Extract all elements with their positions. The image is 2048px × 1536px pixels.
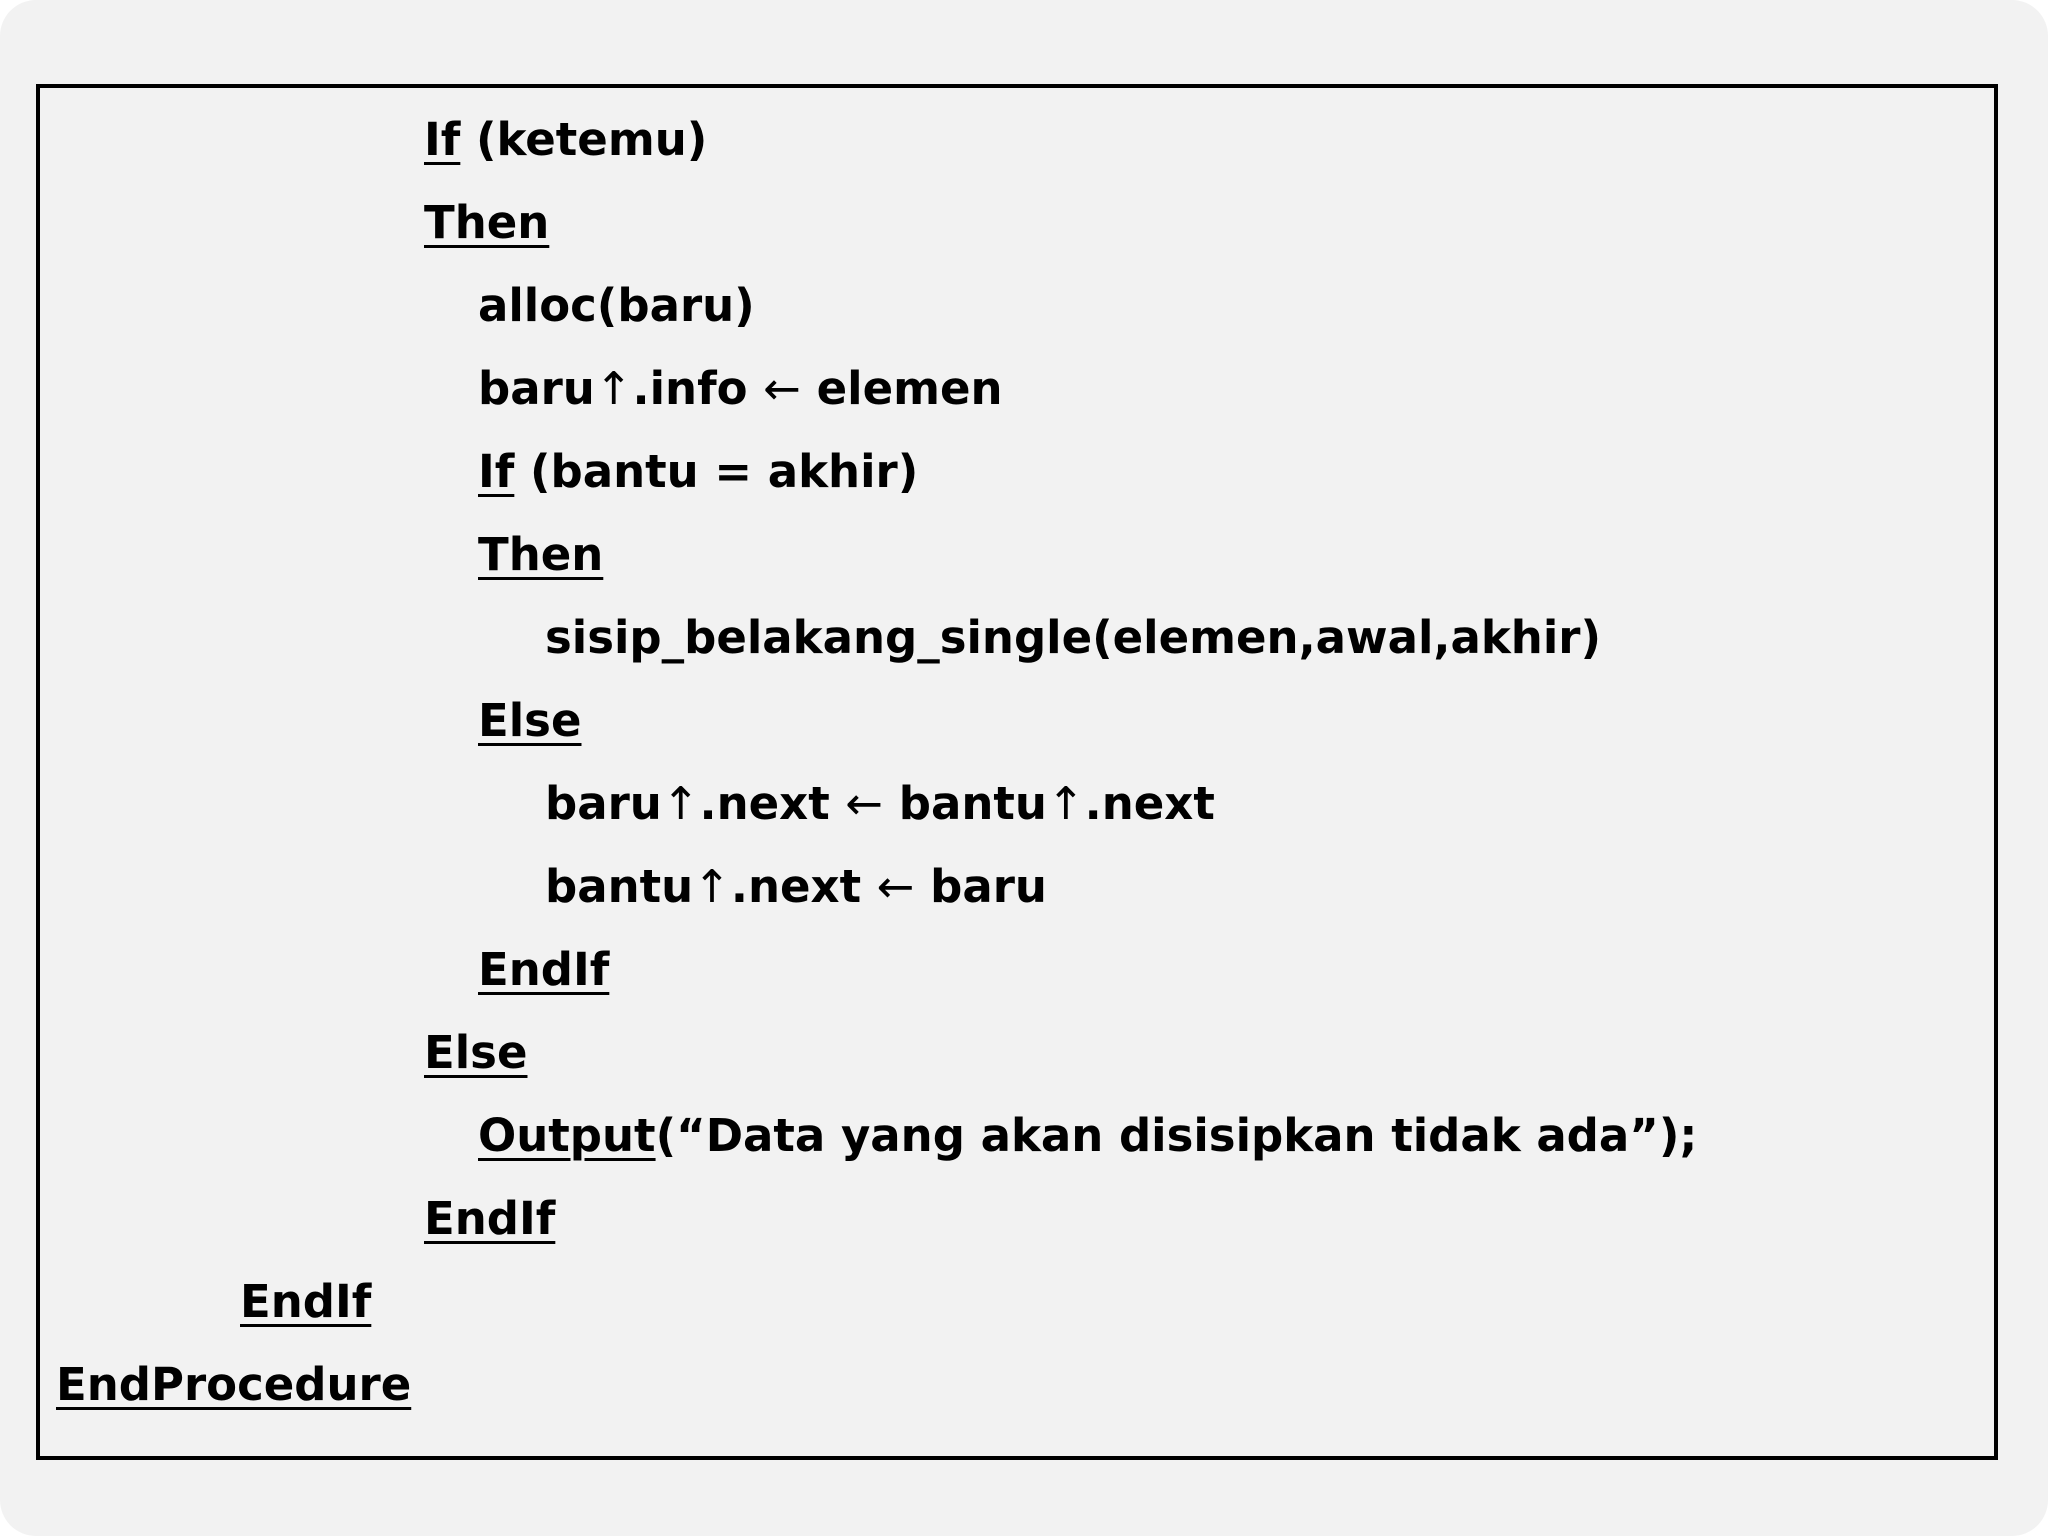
- statement-text: sisip_belakang_single(elemen,awal,akhir): [545, 611, 1602, 664]
- identifier: baru: [914, 860, 1047, 913]
- identifier: elemen: [800, 362, 1003, 415]
- keyword-if: If: [424, 113, 461, 166]
- keyword-else: Else: [478, 694, 582, 747]
- keyword-if: If: [478, 445, 515, 498]
- code-line-alloc: [478, 271, 755, 341]
- code-line-endprocedure: [56, 1350, 411, 1420]
- condition-text: (bantu = akhir): [514, 445, 919, 498]
- pointer-up-icon: ↑: [1046, 777, 1085, 830]
- assign-arrow-icon: ←: [876, 860, 915, 913]
- field-text: .next: [699, 777, 846, 830]
- code-line-output: [478, 1101, 1697, 1171]
- identifier: baru: [478, 362, 595, 415]
- keyword-endif: EndIf: [240, 1275, 372, 1328]
- assign-arrow-icon: ←: [845, 777, 884, 830]
- field-text: .info: [632, 362, 764, 415]
- identifier: bantu: [545, 860, 694, 913]
- code-line-assign-next-bantu: [545, 852, 1047, 922]
- code-line-then-inner: [478, 520, 603, 590]
- keyword-then: Then: [424, 196, 550, 249]
- code-line-if-ketemu: [424, 105, 707, 175]
- pointer-up-icon: ↑: [661, 777, 700, 830]
- code-line-endif: [424, 1184, 555, 1254]
- keyword-output: Output: [478, 1109, 656, 1162]
- code-line-then: [424, 188, 549, 258]
- field-text: .next: [1084, 777, 1215, 830]
- identifier: bantu: [883, 777, 1047, 830]
- code-line-if-bantu: [478, 437, 918, 507]
- keyword-else: Else: [424, 1026, 528, 1079]
- condition-text: (ketemu): [460, 113, 708, 166]
- output-string: (“Data yang akan disisipkan tidak ada”);: [655, 1109, 1698, 1162]
- code-line-else: [424, 1018, 527, 1088]
- statement-text: alloc(baru): [478, 279, 755, 332]
- keyword-endif: EndIf: [478, 943, 610, 996]
- keyword-endprocedure: EndProcedure: [56, 1358, 412, 1411]
- identifier: baru: [545, 777, 662, 830]
- pointer-up-icon: ↑: [693, 860, 731, 913]
- code-line-else-inner: [478, 686, 581, 756]
- code-line-endif-inner: [478, 935, 609, 1005]
- code-line-assign-info: [478, 354, 1003, 424]
- keyword-endif: EndIf: [424, 1192, 556, 1245]
- code-line-sisip-belakang: [545, 603, 1601, 673]
- code-line-assign-next-baru: [545, 769, 1215, 839]
- field-text: .next: [730, 860, 877, 913]
- code-line-endif-outer: [240, 1267, 371, 1337]
- pointer-up-icon: ↑: [594, 362, 633, 415]
- assign-arrow-icon: ←: [763, 362, 801, 415]
- keyword-then: Then: [478, 528, 604, 581]
